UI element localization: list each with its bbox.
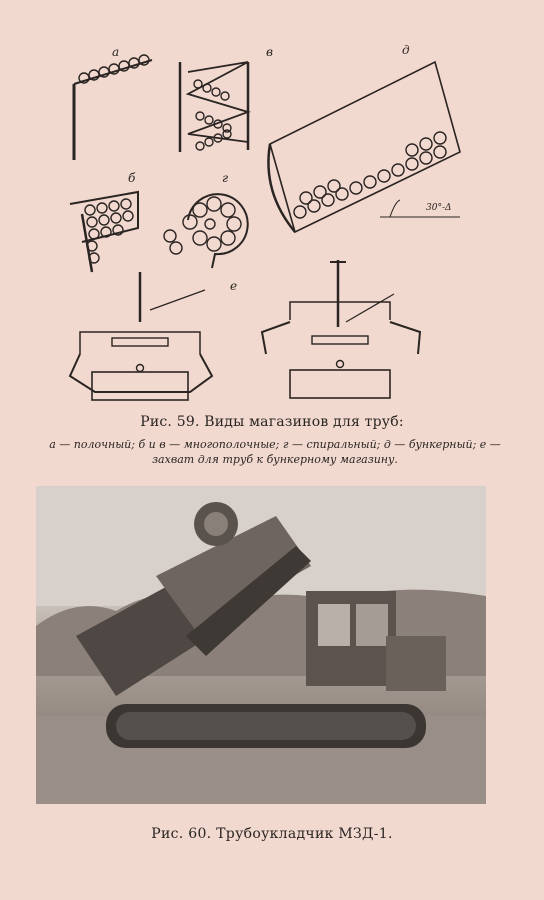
panel-g-spiral-magazine — [164, 194, 248, 268]
panel-v-multishelf-magazine — [180, 62, 248, 152]
panel-label-g: г — [222, 171, 229, 185]
figure-59-caption: Рис. 59. Виды магазинов для труб: — [140, 414, 404, 430]
panel-label-e: е — [230, 279, 238, 293]
angle-label: 30°-Δ — [426, 203, 452, 213]
figure-60-caption: Рис. 60. Трубоукладчик МЗД-1. — [151, 826, 393, 842]
pipes-row-a — [79, 55, 149, 83]
pipe-grip-left — [70, 272, 212, 400]
figure-60-photo — [36, 486, 486, 804]
panel-e-pipe-grip — [262, 260, 420, 398]
pipes-bunker — [294, 132, 446, 218]
pipelayer-photo-sketch — [36, 486, 486, 804]
figure-59-legend: а — полочный; б и в — многополочные; г — спиральный; д — бункерный; е — захват для труб к бункерному магазину. — [49, 438, 501, 466]
panel-a-shelf-magazine — [74, 55, 152, 160]
panel-b-multishelf-magazine — [70, 192, 138, 272]
panel-label-a: а — [112, 45, 120, 59]
panel-label-d: д — [402, 43, 410, 57]
panel-label-v: в — [266, 45, 273, 59]
figure-59-drawing — [40, 32, 510, 412]
panel-label-b: б — [128, 171, 136, 185]
